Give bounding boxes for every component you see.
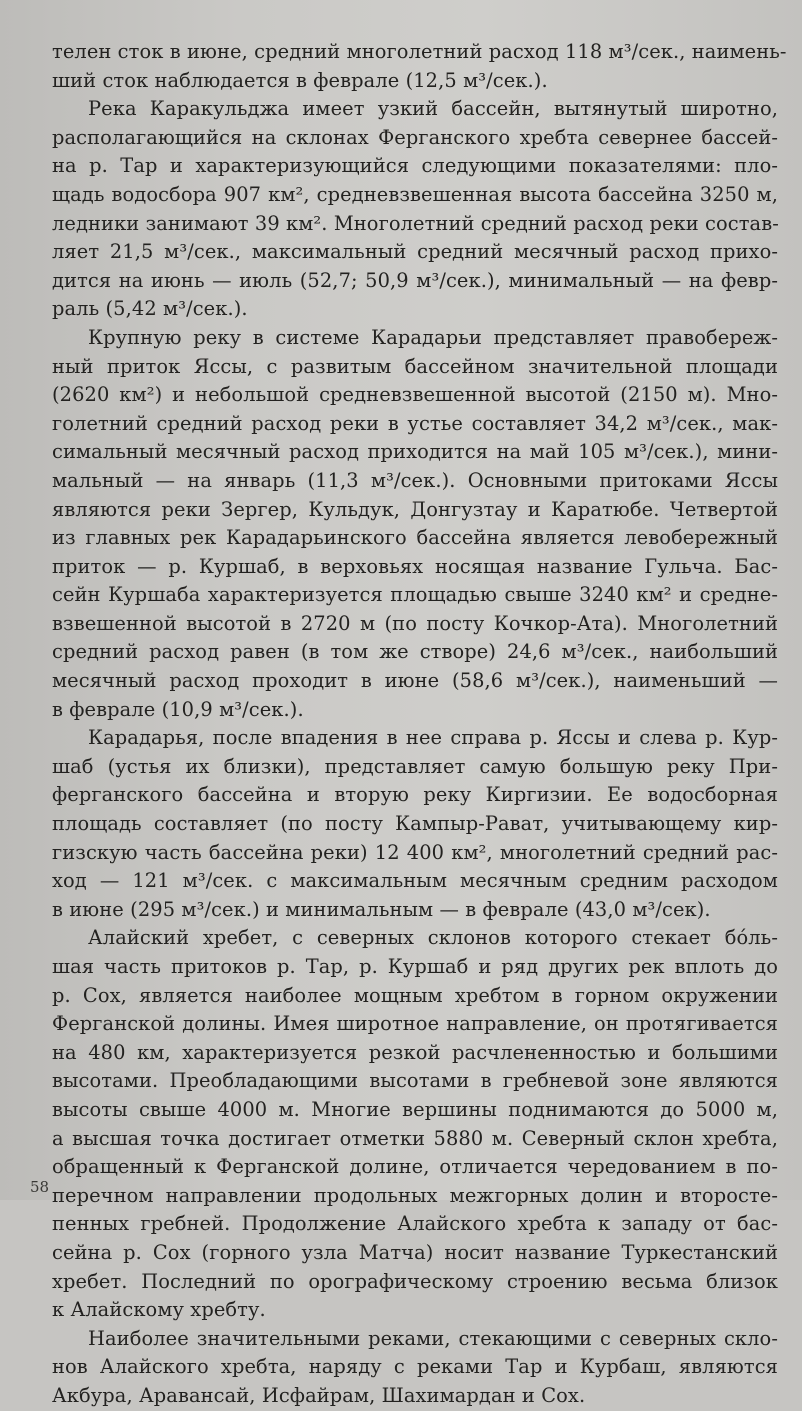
text-line: в феврале (10,9 м³/сек.). — [52, 697, 304, 721]
text-line: располагающийся на склонах Ферганского хребта севернее бассей- — [52, 125, 778, 149]
text-line: ход — 121 м³/сек. с максимальным месячным средним расходом — [52, 869, 778, 893]
text-line: (2620 км²) и небольшой средневзвешенной высотой (2150 м). Мно- — [52, 383, 778, 407]
text-line: пенных гребней. Продолжение Алайского хребта к западу от бас- — [52, 1212, 778, 1236]
text-line: ферганского бассейна и вторую реку Киргизии. Ее водосборная — [52, 783, 778, 807]
paragraph-3 — [52, 324, 778, 724]
text-line: высоты свыше 4000 м. Многие вершины поднимаются до 5000 м, — [52, 1097, 778, 1121]
paragraph-5 — [52, 924, 778, 1324]
text-line: р. Сох, является наиболее мощным хребтом в горном окружении — [52, 983, 778, 1007]
text-line: мальный — на январь (11,3 м³/сек.). Основными притоками Яссы — [52, 468, 778, 492]
paragraph-6 — [52, 1325, 778, 1411]
text-line: приток — р. Куршаб, в верховьях носящая название Гульча. Бас- — [52, 554, 778, 578]
paragraph-4 — [52, 724, 778, 924]
page-text — [52, 38, 787, 1411]
text-line: Карадарья, после впадения в нее справа р. Яссы и слева р. Кур- — [88, 726, 778, 750]
text-line: шая часть притоков р. Тар, р. Куршаб и ряд других рек вплоть до — [52, 955, 778, 978]
text-line: взвешенной высотой в 2720 м (по посту Кочкор-Ата). Многолетний — [52, 611, 778, 635]
text-line: голетний средний расход реки в устье составляет 34,2 м³/сек., мак- — [52, 411, 778, 435]
text-line: Крупную реку в системе Карадарьи представляет правобереж- — [88, 325, 778, 349]
text-line: обращенный к Ферганской долине, отличается чередованием в по- — [52, 1155, 778, 1179]
text-line: в июне (295 м³/сек.) и минимальным — в феврале (43,0 м³/сек). — [52, 897, 711, 921]
text-line: шаб (устья их близки), представляет самую большую реку При- — [52, 754, 778, 778]
text-line: из главных рек Карадарьинского бассейна является левобережный — [52, 526, 778, 550]
text-line: к Алайскому хребту. — [52, 1298, 266, 1322]
text-line: хребет. Последний по орографическому строению весьма близок — [52, 1269, 778, 1293]
text-line: на 480 км, характеризуется резкой расчлененностью и большими — [52, 1040, 778, 1064]
text-line: Река Каракульджа имеет узкий бассейн, вытянутый широтно, — [88, 97, 778, 121]
text-line: щадь водосбора 907 км², средневзвешенная высота бассейна 3250 м, — [52, 182, 778, 206]
text-line: Алайский хребет, с северных склонов которого стекает бо́ль- — [88, 926, 778, 950]
text-line: сейна р. Сох (горного узла Матча) носит название Туркестанский — [52, 1240, 778, 1264]
text-line: ший сток наблюдается в феврале (12,5 м³/сек.). — [52, 68, 548, 92]
text-line: средний расход равен (в том же створе) 24,6 м³/сек., наибольший — [52, 640, 778, 664]
paragraph-2 — [52, 95, 778, 324]
text-line: Акбура, Аравансай, Исфайрам, Шахимардан и Сох. — [52, 1383, 586, 1407]
text-line: а высшая точка достигает отметки 5880 м. Северный склон хребта, — [52, 1126, 778, 1150]
text-line: раль (5,42 м³/сек.). — [52, 297, 248, 321]
text-line: сейн Куршаба характеризуется площадью свыше 3240 км² и средне- — [52, 583, 778, 607]
text-line: Ферганской долины. Имея широтное направление, он протягивается — [52, 1012, 778, 1036]
text-line: телен сток в июне, средний многолетний расход 118 м³/сек., наимень- — [52, 40, 787, 63]
text-line: нов Алайского хребта, наряду с реками Тар и Курбаш, являются — [52, 1355, 778, 1379]
page-number: 58 — [30, 1178, 50, 1196]
text-line: месячный расход проходит в июне (58,6 м³/сек.), наименьший — — [52, 669, 778, 693]
text-line: площадь составляет (по посту Кампыр-Рават, учитывающему кир- — [52, 812, 778, 836]
text-line: на р. Тар и характеризующийся следующими показателями: пло- — [52, 154, 778, 178]
text-line: высотами. Преобладающими высотами в гребневой зоне являются — [52, 1069, 778, 1093]
paragraph-1 — [52, 38, 787, 95]
text-line: дится на июнь — июль (52,7; 50,9 м³/сек.), минимальный — на февр- — [52, 268, 778, 292]
text-line: ный приток Яссы, с развитым бассейном значительной площади — [52, 354, 778, 378]
text-line: гизскую часть бассейна реки) 12 400 км², многолетний средний рас- — [52, 840, 778, 864]
text-line: Наиболее значительными реками, стекающими с северных скло- — [88, 1326, 778, 1350]
text-line: ледники занимают 39 км². Многолетний средний расход реки состав- — [52, 211, 779, 235]
text-line: перечном направлении продольных межгорных долин и второсте- — [52, 1183, 778, 1207]
text-line: являются реки Зергер, Кульдук, Донгузтау и Каратюбе. Четвертой — [52, 497, 778, 521]
text-line: симальный месячный расход приходится на май 105 м³/сек.), мини- — [52, 440, 778, 464]
text-line: ляет 21,5 м³/сек., максимальный средний месячный расход прихо- — [52, 240, 778, 264]
